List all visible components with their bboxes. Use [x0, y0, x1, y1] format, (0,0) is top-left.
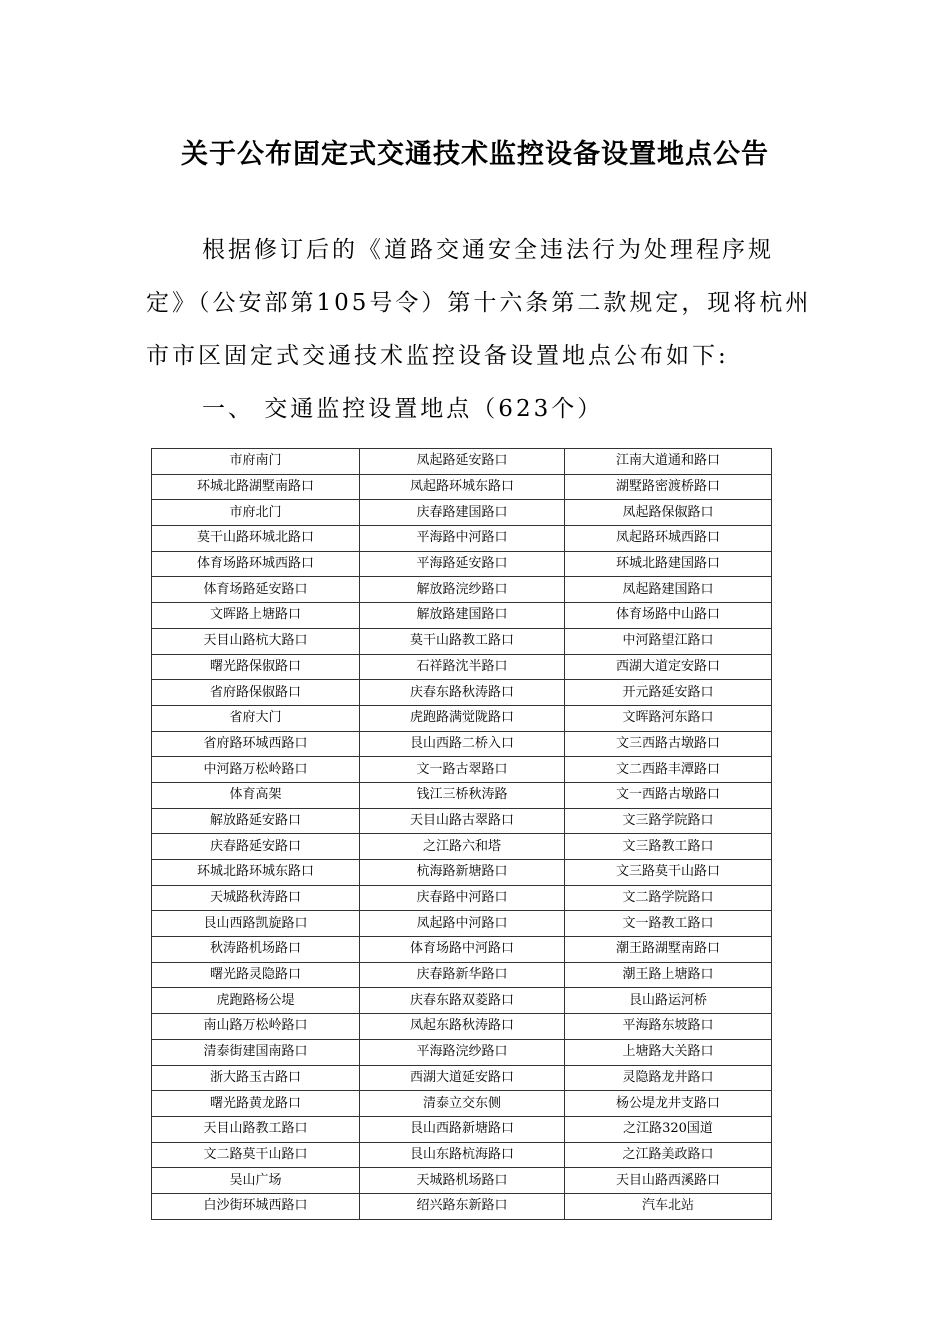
table-cell: 庆春路中河路口	[360, 885, 565, 911]
table-row	[152, 988, 772, 1014]
table-cell: 艮山东路杭海路口	[360, 1142, 565, 1168]
table-cell: 中河路望江路口	[565, 628, 772, 654]
table-cell: 凤起路环城西路口	[565, 526, 772, 552]
table-cell: 开元路延安路口	[565, 680, 772, 706]
table-cell: 庆春东路秋涛路口	[360, 680, 565, 706]
table-cell: 市府北门	[152, 500, 360, 526]
table-cell: 天城路秋涛路口	[152, 885, 360, 911]
table-cell: 艮山西路新塘路口	[360, 1116, 565, 1142]
section-heading: 一、 交通监控设置地点（623个）	[202, 396, 604, 422]
table-cell: 解放路浣纱路口	[360, 577, 565, 603]
table-row	[152, 1091, 772, 1117]
table-cell: 平海路东坡路口	[565, 1014, 772, 1040]
table-row	[152, 860, 772, 886]
table-cell: 凤起路保俶路口	[565, 500, 772, 526]
table-cell: 江南大道通和路口	[565, 449, 772, 475]
table-cell: 文二路学院路口	[565, 885, 772, 911]
table-cell: 钱江三桥秋涛路	[360, 782, 565, 808]
table-cell: 凤起路中河路口	[360, 911, 565, 937]
table-cell: 南山路万松岭路口	[152, 1014, 360, 1040]
table-cell: 庆春东路双菱路口	[360, 988, 565, 1014]
table-cell: 文三西路古墩路口	[565, 731, 772, 757]
table-cell: 上塘路大关路口	[565, 1039, 772, 1065]
table-row	[152, 705, 772, 731]
table-row	[152, 1014, 772, 1040]
table-cell: 石祥路沈半路口	[360, 654, 565, 680]
table-cell: 凤起路建国路口	[565, 577, 772, 603]
table-cell: 平海路浣纱路口	[360, 1039, 565, 1065]
table-cell: 文二路莫干山路口	[152, 1142, 360, 1168]
table-cell: 庆春路建国路口	[360, 500, 565, 526]
table-row	[152, 500, 772, 526]
table-cell: 文晖路上塘路口	[152, 603, 360, 629]
paragraph-line-1: 根据修订后的《道路交通安全违法行为处理程序规	[202, 237, 774, 263]
table-cell: 文一路古翠路口	[360, 757, 565, 783]
table-row	[152, 474, 772, 500]
table-cell: 天目山路古翠路口	[360, 808, 565, 834]
table-cell: 凤起路环城东路口	[360, 474, 565, 500]
document-title: 关于公布固定式交通技术监控设备设置地点公告	[181, 139, 769, 170]
table-cell: 文三路莫干山路口	[565, 860, 772, 886]
table-cell: 莫干山路教工路口	[360, 628, 565, 654]
table-cell: 环城北路环城东路口	[152, 860, 360, 886]
table-row	[152, 962, 772, 988]
table-row	[152, 834, 772, 860]
table-cell: 曙光路黄龙路口	[152, 1091, 360, 1117]
table-cell: 文一西路古墩路口	[565, 782, 772, 808]
table-cell: 曙光路保俶路口	[152, 654, 360, 680]
table-cell: 之江路美政路口	[565, 1142, 772, 1168]
table-cell: 体育场路延安路口	[152, 577, 360, 603]
table-row	[152, 937, 772, 963]
table-cell: 平海路中河路口	[360, 526, 565, 552]
table-cell: 体育高架	[152, 782, 360, 808]
paragraph-line-2: 定》（公安部第105号令）第十六条第二款规定，现将杭州	[146, 290, 812, 316]
table-cell: 天城路机场路口	[360, 1168, 565, 1194]
table-row	[152, 911, 772, 937]
table-cell: 文晖路河东路口	[565, 705, 772, 731]
table-row	[152, 731, 772, 757]
table-cell: 杭海路新塘路口	[360, 860, 565, 886]
table-row	[152, 1193, 772, 1219]
table-cell: 文一路教工路口	[565, 911, 772, 937]
table-cell: 西湖大道定安路口	[565, 654, 772, 680]
table-cell: 环城北路湖墅南路口	[152, 474, 360, 500]
table-row	[152, 680, 772, 706]
table-cell: 莫干山路环城北路口	[152, 526, 360, 552]
table-cell: 庆春路延安路口	[152, 834, 360, 860]
table-cell: 艮山西路凯旋路口	[152, 911, 360, 937]
table-cell: 灵隐路龙井路口	[565, 1065, 772, 1091]
table-cell: 庆春路新华路口	[360, 962, 565, 988]
table-cell: 吴山广场	[152, 1168, 360, 1194]
table-row	[152, 449, 772, 475]
table-cell: 平海路延安路口	[360, 551, 565, 577]
table-row	[152, 603, 772, 629]
table-row	[152, 628, 772, 654]
table-row	[152, 526, 772, 552]
table-cell: 之江路320国道	[565, 1116, 772, 1142]
table-cell: 中河路万松岭路口	[152, 757, 360, 783]
table-cell: 天目山路西溪路口	[565, 1168, 772, 1194]
table-cell: 汽车北站	[565, 1193, 772, 1219]
table-cell: 之江路六和塔	[360, 834, 565, 860]
table-row	[152, 551, 772, 577]
table-cell: 白沙街环城西路口	[152, 1193, 360, 1219]
table-cell: 西湖大道延安路口	[360, 1065, 565, 1091]
table-cell: 艮山路运河桥	[565, 988, 772, 1014]
table-cell: 浙大路玉古路口	[152, 1065, 360, 1091]
intro-paragraph	[146, 224, 811, 436]
table-cell: 文三路教工路口	[565, 834, 772, 860]
table-cell: 杨公堤龙井支路口	[565, 1091, 772, 1117]
table-cell: 天目山路杭大路口	[152, 628, 360, 654]
table-cell: 文三路学院路口	[565, 808, 772, 834]
table-cell: 体育场路环城西路口	[152, 551, 360, 577]
table-cell: 虎跑路杨公堤	[152, 988, 360, 1014]
table-row	[152, 885, 772, 911]
table-cell: 凤起路延安路口	[360, 449, 565, 475]
table-cell: 湖墅路密渡桥路口	[565, 474, 772, 500]
table-row	[152, 1039, 772, 1065]
table-cell: 绍兴路东新路口	[360, 1193, 565, 1219]
table-cell: 秋涛路机场路口	[152, 937, 360, 963]
table-cell: 潮王路上塘路口	[565, 962, 772, 988]
table-row	[152, 1065, 772, 1091]
table-cell: 环城北路建国路口	[565, 551, 772, 577]
table-cell: 天目山路教工路口	[152, 1116, 360, 1142]
table-cell: 省府大门	[152, 705, 360, 731]
table-cell: 曙光路灵隐路口	[152, 962, 360, 988]
table-cell: 解放路延安路口	[152, 808, 360, 834]
table-cell: 潮王路湖墅南路口	[565, 937, 772, 963]
monitoring-sites-table-body	[152, 449, 772, 1220]
table-cell: 清泰街建国南路口	[152, 1039, 360, 1065]
table-cell: 省府路环城西路口	[152, 731, 360, 757]
table-row	[152, 1168, 772, 1194]
table-row	[152, 1142, 772, 1168]
table-row	[152, 782, 772, 808]
table-cell: 凤起东路秋涛路口	[360, 1014, 565, 1040]
table-row	[152, 757, 772, 783]
table-cell: 解放路建国路口	[360, 603, 565, 629]
table-cell: 艮山西路二桥入口	[360, 731, 565, 757]
table-cell: 体育场路中河路口	[360, 937, 565, 963]
paragraph-line-3: 市市区固定式交通技术监控设备设置地点公布如下:	[146, 343, 729, 369]
table-row	[152, 1116, 772, 1142]
table-cell: 省府路保俶路口	[152, 680, 360, 706]
table-cell: 虎跑路满觉陇路口	[360, 705, 565, 731]
table-cell: 清泰立交东侧	[360, 1091, 565, 1117]
monitoring-sites-table	[151, 448, 772, 1220]
table-cell: 文二西路丰潭路口	[565, 757, 772, 783]
table-cell: 体育场路中山路口	[565, 603, 772, 629]
table-row	[152, 808, 772, 834]
table-row	[152, 654, 772, 680]
table-cell: 市府南门	[152, 449, 360, 475]
table-row	[152, 577, 772, 603]
